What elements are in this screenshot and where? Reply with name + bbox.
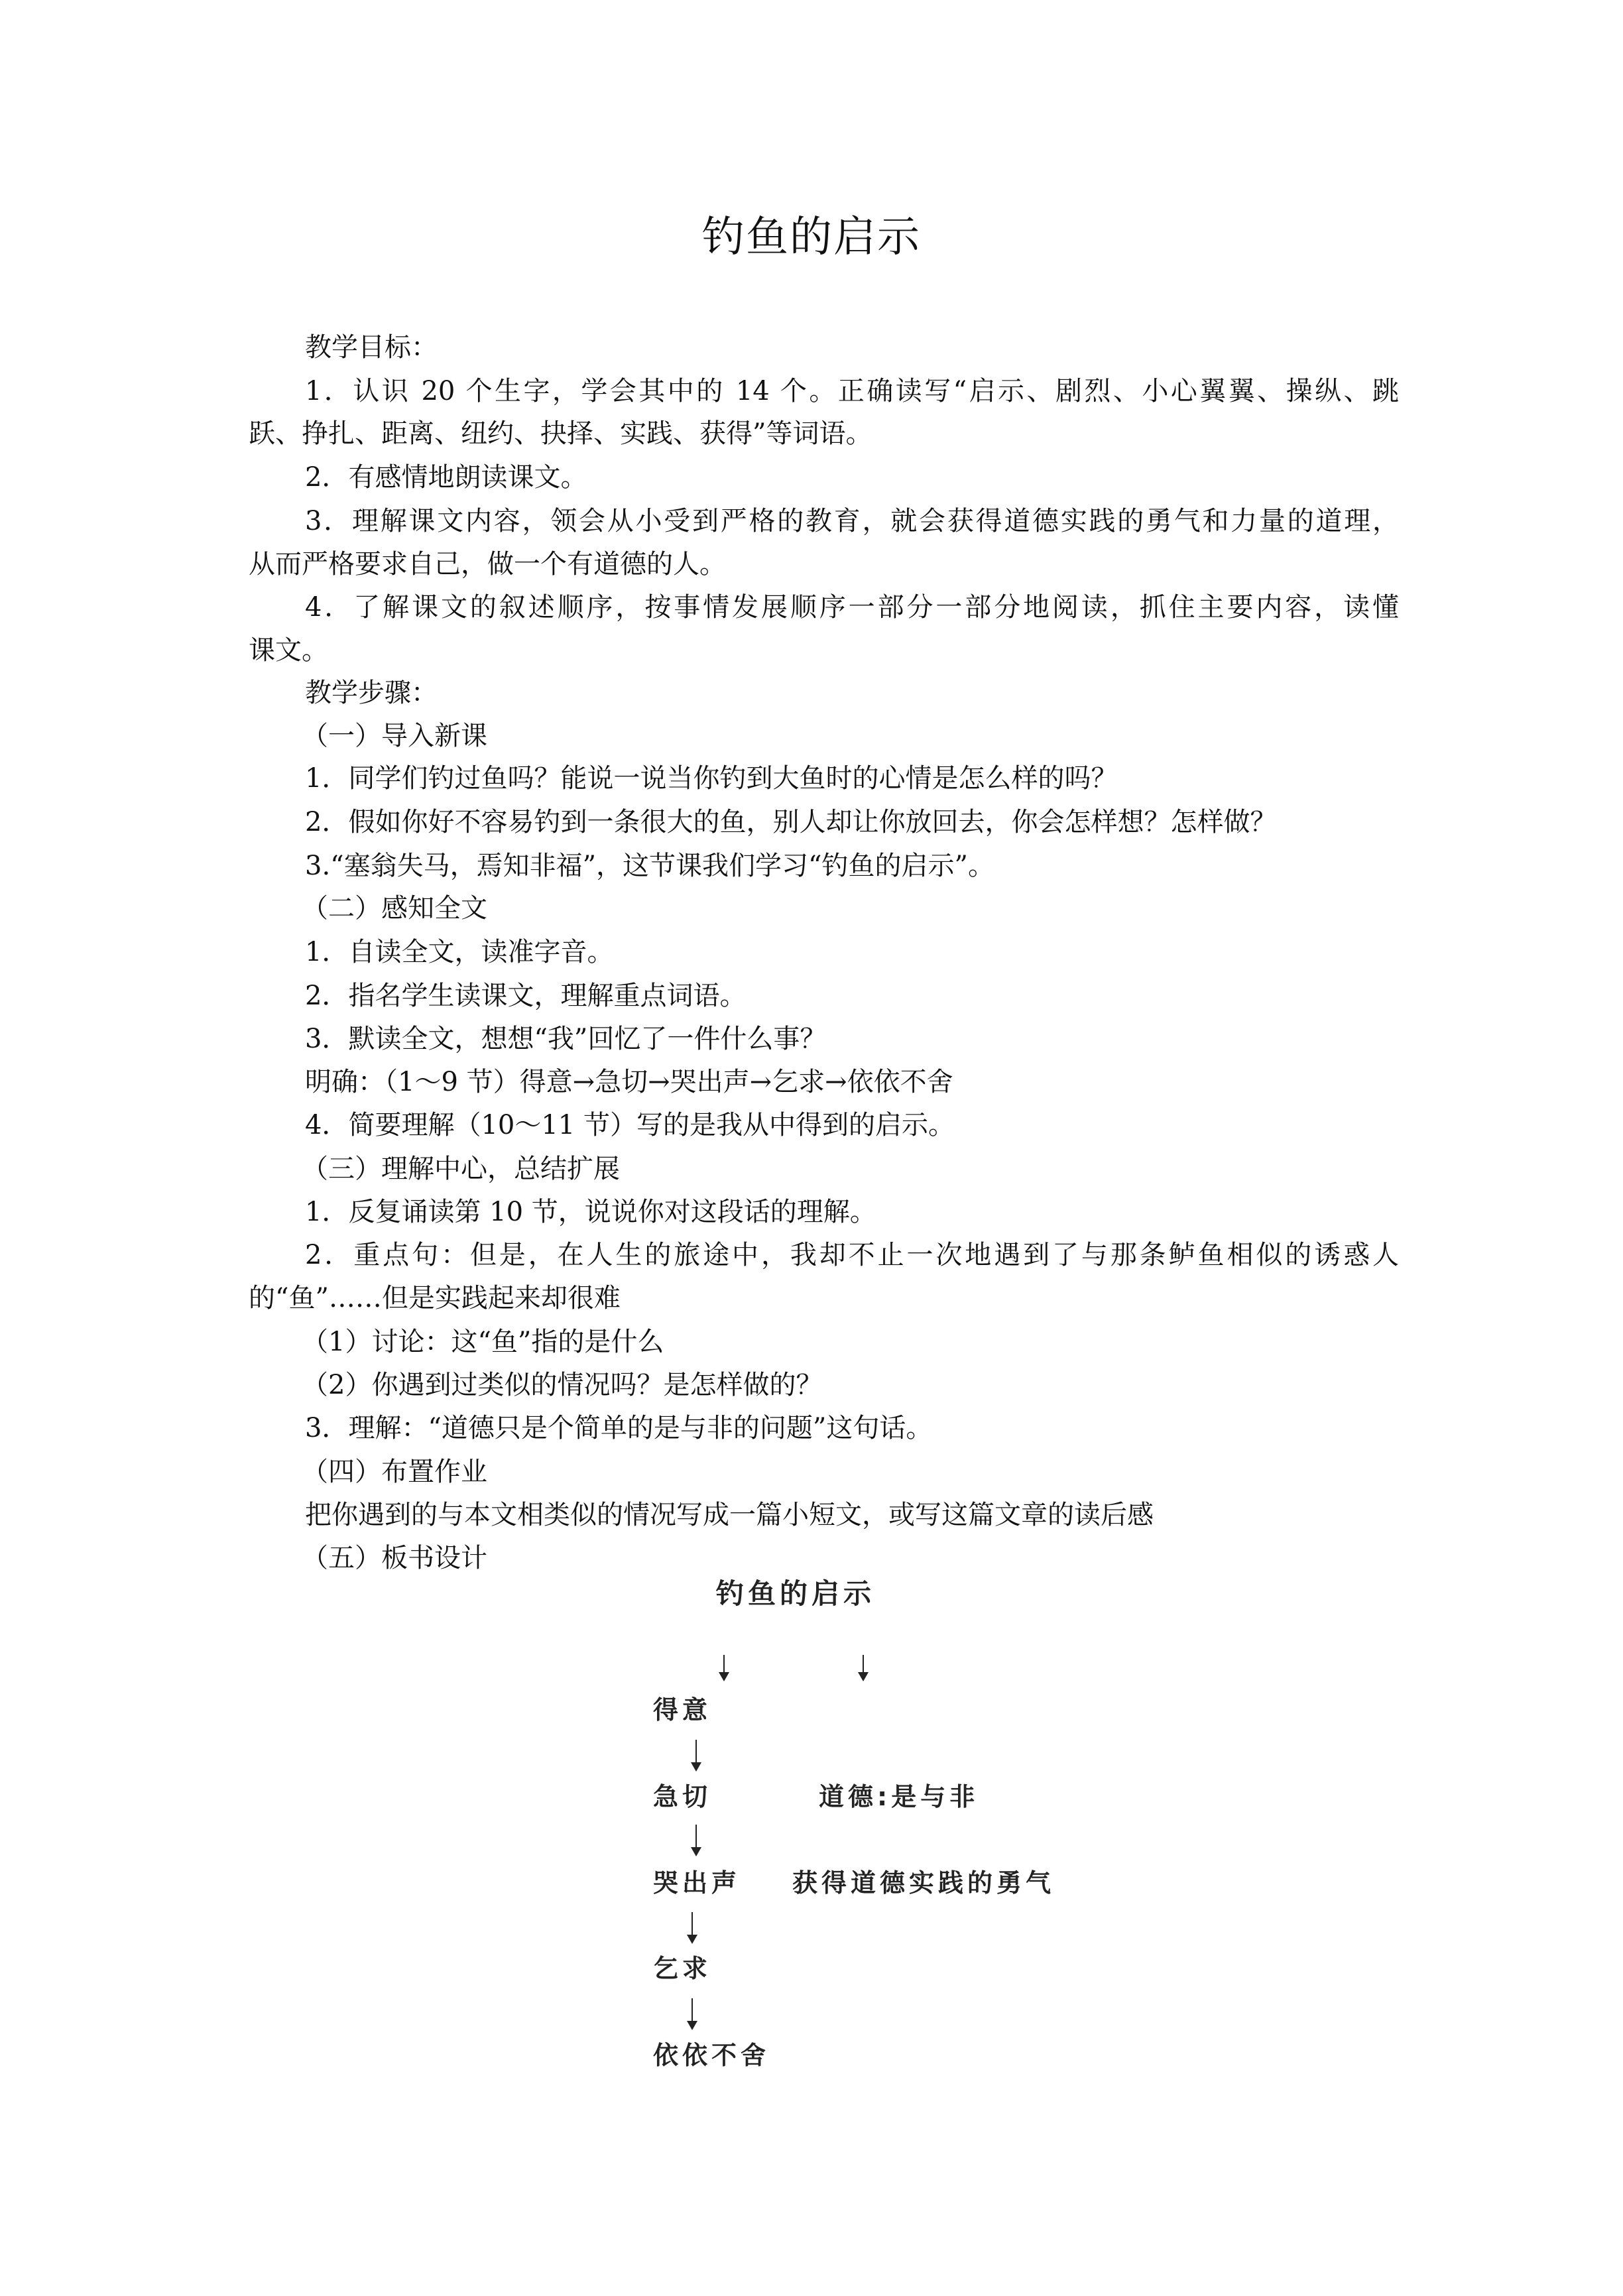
- goal-2: 2．有感情地朗读课文。: [305, 462, 587, 493]
- goal-1-line-2: 跃、挣扎、距离、纽约、抉择、实践、获得”等词语。: [249, 418, 872, 449]
- board-arrow-down-icon: [690, 1825, 703, 1856]
- step-4-heading: （四）布置作业: [302, 1457, 487, 1487]
- board-chain-item: 得意: [653, 1695, 712, 1724]
- step-4-task: 把你遇到的与本文相类似的情况写成一篇小短文，或写这篇文章的读后感: [305, 1500, 1154, 1530]
- board-arrow-down-icon: [717, 1655, 731, 1681]
- goals-heading: 教学目标：: [305, 332, 438, 363]
- step-2-q4: 4．简要理解（10～11 节）写的是我从中得到的启示。: [305, 1110, 955, 1140]
- board-chain-item: 急切: [653, 1782, 712, 1811]
- step-3-sub-2: （2）你遇到过类似的情况吗？是怎样做的？: [302, 1370, 823, 1400]
- goal-3-line-1: 3．理解课文内容，领会从小受到严格的教育，就会获得道德实践的勇气和力量的道理，: [305, 506, 1399, 536]
- board-chain-item: 哭出声: [653, 1868, 741, 1898]
- goal-3-line-2: 从而严格要求自己，做一个有道德的人。: [249, 549, 726, 579]
- board-right-text-2: 获得道德实践的勇气: [792, 1868, 1055, 1898]
- step-3-sub-1: （1）讨论：这“鱼”指的是什么: [302, 1327, 664, 1357]
- step-1-q1: 1．同学们钓过鱼吗？能说一说当你钓到大鱼时的心情是怎么样的吗？: [305, 763, 1118, 794]
- step-3-q2-line-1: 2．重点句：但是，在人生的旅途中，我却不止一次地遇到了与那条鲈鱼相似的诱惑人: [305, 1240, 1399, 1270]
- page-title: 钓鱼的启示: [702, 213, 921, 262]
- board-arrow-down-icon: [857, 1655, 870, 1681]
- step-3-q2-line-2: 的“鱼”……但是实践起来却很难: [249, 1283, 621, 1313]
- goal-4-line-2: 课文。: [249, 635, 328, 666]
- step-2-q1: 1．自读全文，读准字音。: [305, 937, 614, 967]
- board-arrow-down-icon: [686, 1998, 699, 2030]
- step-3-q1: 1．反复诵读第 10 节，说说你对这段话的理解。: [305, 1197, 876, 1227]
- goal-1-line-1: 1．认识 20 个生字，学会其中的 14 个。正确读写“启示、剧烈、小心翼翼、操纵、跳: [305, 376, 1399, 406]
- board-right-text-1: 道德:是与非: [819, 1782, 979, 1811]
- board-arrow-down-icon: [690, 1740, 703, 1772]
- step-1-q2: 2．假如你好不容易钓到一条很大的鱼，别人却让你放回去，你会怎样想？怎样做？: [305, 807, 1277, 837]
- step-1-q3: 3.“塞翁失马，焉知非福”，这节课我们学习“钓鱼的启示”。: [305, 851, 994, 881]
- step-2-answer: 明确：（1～9 节）得意→急切→哭出声→乞求→依依不舍: [305, 1067, 953, 1097]
- step-2-q2: 2．指名学生读课文，理解重点词语。: [305, 981, 747, 1011]
- board-title: 钓鱼的启示: [716, 1577, 876, 1610]
- step-2-heading: （二）感知全文: [302, 893, 487, 924]
- board-arrow-down-icon: [686, 1912, 699, 1944]
- board-chain-item: 依依不舍: [653, 2041, 770, 2070]
- step-3-q3: 3．理解：“道德只是个简单的是与非的问题”这句话。: [305, 1413, 933, 1443]
- step-3-heading: （三）理解中心，总结扩展: [302, 1154, 620, 1184]
- step-1-heading: （一）导入新课: [302, 721, 487, 751]
- step-5-heading: （五）板书设计: [302, 1543, 487, 1573]
- step-2-q3: 3．默读全文，想想“我”回忆了一件什么事？: [305, 1024, 827, 1054]
- steps-heading: 教学步骤：: [305, 678, 438, 708]
- goal-4-line-1: 4．了解课文的叙述顺序，按事情发展顺序一部分一部分地阅读，抓住主要内容，读懂: [305, 592, 1399, 623]
- board-chain-item: 乞求: [653, 1954, 712, 1983]
